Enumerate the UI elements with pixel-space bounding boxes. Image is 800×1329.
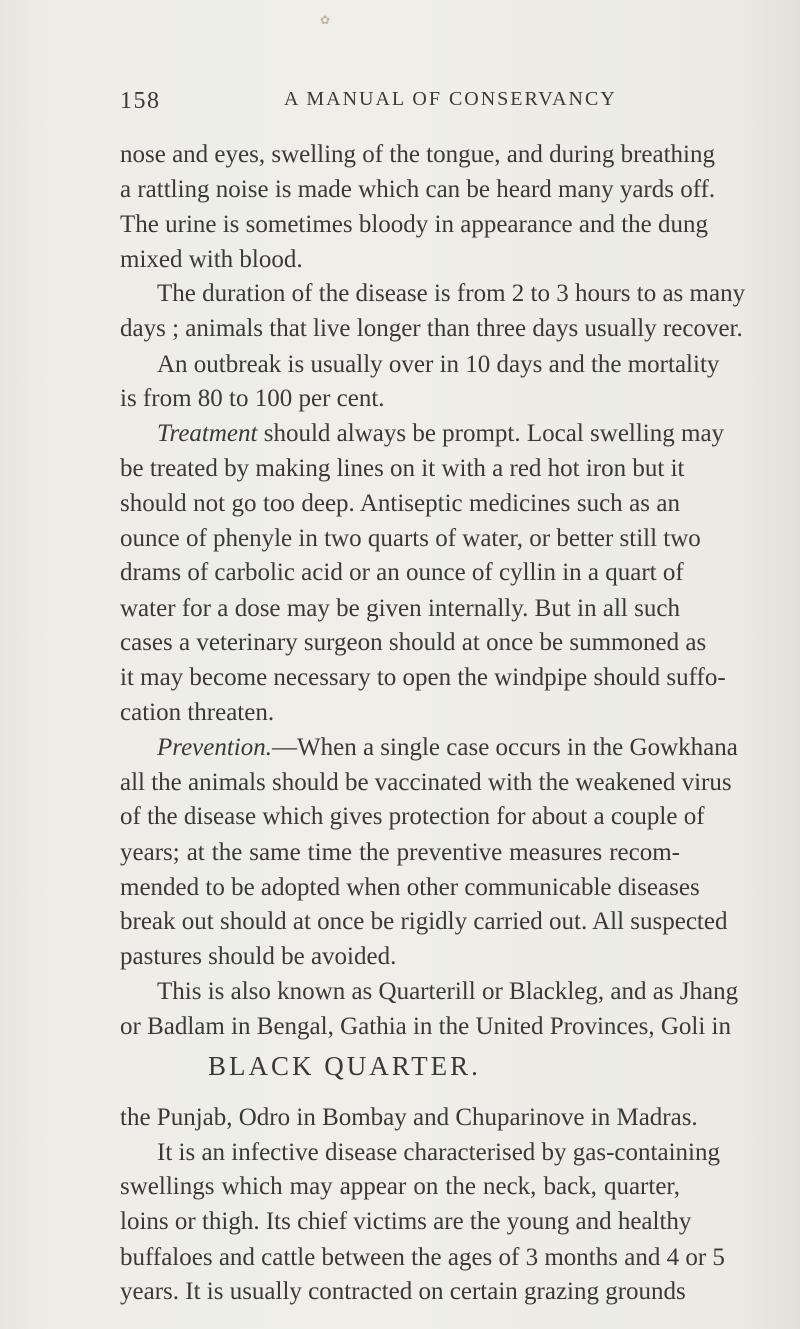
text-line: break out should at once be rigidly carried out. All suspected <box>120 908 728 935</box>
text-line: days ; animals that live longer than three days usually recover. <box>120 315 743 342</box>
text-line: should not go too deep. Antiseptic medicines such as an <box>120 490 680 517</box>
text-span: should always be prompt. Local swelling may <box>257 420 725 447</box>
text-line: It is an infective disease characterised by gas-containing <box>157 1139 720 1166</box>
text-line: mixed with blood. <box>120 246 303 273</box>
text-line: drams of carbolic acid or an ounce of cyllin in a quart of <box>120 559 684 586</box>
text-line: nose and eyes, swelling of the tongue, and during breathing <box>120 141 715 168</box>
text-line: An outbreak is usually over in 10 days and the mortality <box>157 351 720 378</box>
text-line: The urine is sometimes bloody in appearance and the dung <box>120 211 709 238</box>
text-line: buffaloes and cattle between the ages of 3 months and 4 or 5 <box>120 1244 725 1271</box>
ink-blot-icon: ✿ <box>320 13 331 27</box>
text-line: swellings which may appear on the neck, back, quarter, <box>120 1173 680 1200</box>
text-line: loins or thigh. Its chief victims are the young and healthy <box>120 1208 692 1235</box>
text-line: years. It is usually contracted on certain grazing grounds <box>120 1278 686 1305</box>
text-line: of the disease which gives protection for about a couple of <box>120 803 705 830</box>
text-line: cases a veterinary surgeon should at once be summoned as <box>120 629 707 656</box>
section-heading: BLACK QUARTER. <box>208 1051 481 1081</box>
text-line: mended to be adopted when other communicable diseases <box>120 874 700 901</box>
text-line: water for a dose may be given internally. But in all such <box>120 595 680 622</box>
text-line: all the animals should be vaccinated with the weakened virus <box>120 769 732 796</box>
text-line: cation threaten. <box>120 699 275 726</box>
treatment-term: Treatment <box>157 420 258 447</box>
text-line: a rattling noise is made which can be heard many yards off. <box>120 176 716 203</box>
text-span: —When a single case occurs in the Gowkhana <box>272 734 738 761</box>
page-number: 158 <box>120 88 161 114</box>
prevention-term: Prevention. <box>157 734 273 761</box>
text-line: years; at the same time the preventive measures recom- <box>120 839 680 866</box>
text-line: This is also known as Quarterill or Blackleg, and as Jhang <box>157 978 739 1005</box>
text-line: be treated by making lines on it with a red hot iron but it <box>120 455 685 482</box>
text-line: it may become necessary to open the windpipe should suffo- <box>120 664 726 691</box>
text-line: is from 80 to 100 per cent. <box>120 385 385 412</box>
text-line: or Badlam in Bengal, Gathia in the United Provinces, Goli in <box>120 1013 731 1040</box>
page-header <box>120 88 680 122</box>
text-line: The duration of the disease is from 2 to 3 hours to as many <box>157 280 746 307</box>
running-head: A MANUAL OF CONSERVANCY <box>284 88 617 110</box>
text-line <box>157 730 738 766</box>
text-line: the Punjab, Odro in Bombay and Chuparinove in Madras. <box>120 1104 698 1131</box>
text-line <box>157 416 725 452</box>
text-line: ounce of phenyle in two quarts of water, or better still two <box>120 525 701 552</box>
text-line: pastures should be avoided. <box>120 943 397 970</box>
